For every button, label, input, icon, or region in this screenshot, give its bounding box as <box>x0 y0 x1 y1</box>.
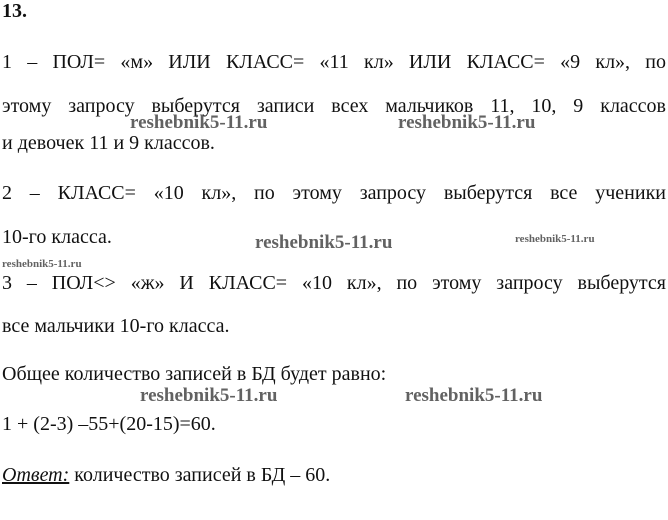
watermark: reshebnik5-11.ru <box>405 385 543 406</box>
paragraph-2-line-2: 10-го класса. <box>2 226 112 248</box>
watermark: reshebnik5-11.ru <box>255 232 393 253</box>
watermark: reshebnik5-11.ru <box>515 233 595 245</box>
answer-label: Ответ: <box>2 464 70 486</box>
answer-text: количество записей в БД – 60. <box>69 464 331 486</box>
watermark: reshebnik5-11.ru <box>130 112 268 133</box>
answer-line <box>2 463 330 487</box>
watermark: reshebnik5-11.ru <box>398 112 536 133</box>
paragraph-3-line-2: все мальчики 10-го класса. <box>2 315 230 337</box>
total-records-heading: Общее количество записей в БД будет равно: <box>2 363 387 385</box>
watermark: reshebnik5-11.ru <box>140 385 278 406</box>
problem-number: 13. <box>2 0 27 22</box>
paragraph-2-line-1: 2 – КЛАСС= «10 кл», по этому запросу выберутся все ученики <box>2 182 666 204</box>
calculation-line: 1 + (2-3) –55+(20-15)=60. <box>2 413 216 435</box>
paragraph-1-line-1: 1 – ПОЛ= «м» ИЛИ КЛАСС= «11 кл» ИЛИ КЛАСС= «9 кл», по <box>2 51 666 73</box>
paragraph-1-line-2: этому запросу выберутся записи всех мальчиков 11, 10, 9 классов <box>2 95 666 117</box>
paragraph-3-line-1: 3 – ПОЛ<> «ж» И КЛАСС= «10 кл», по этому запросу выберутся <box>2 272 666 294</box>
watermark: reshebnik5-11.ru <box>2 258 82 270</box>
paragraph-1-line-3: и девочек 11 и 9 классов. <box>2 132 215 154</box>
